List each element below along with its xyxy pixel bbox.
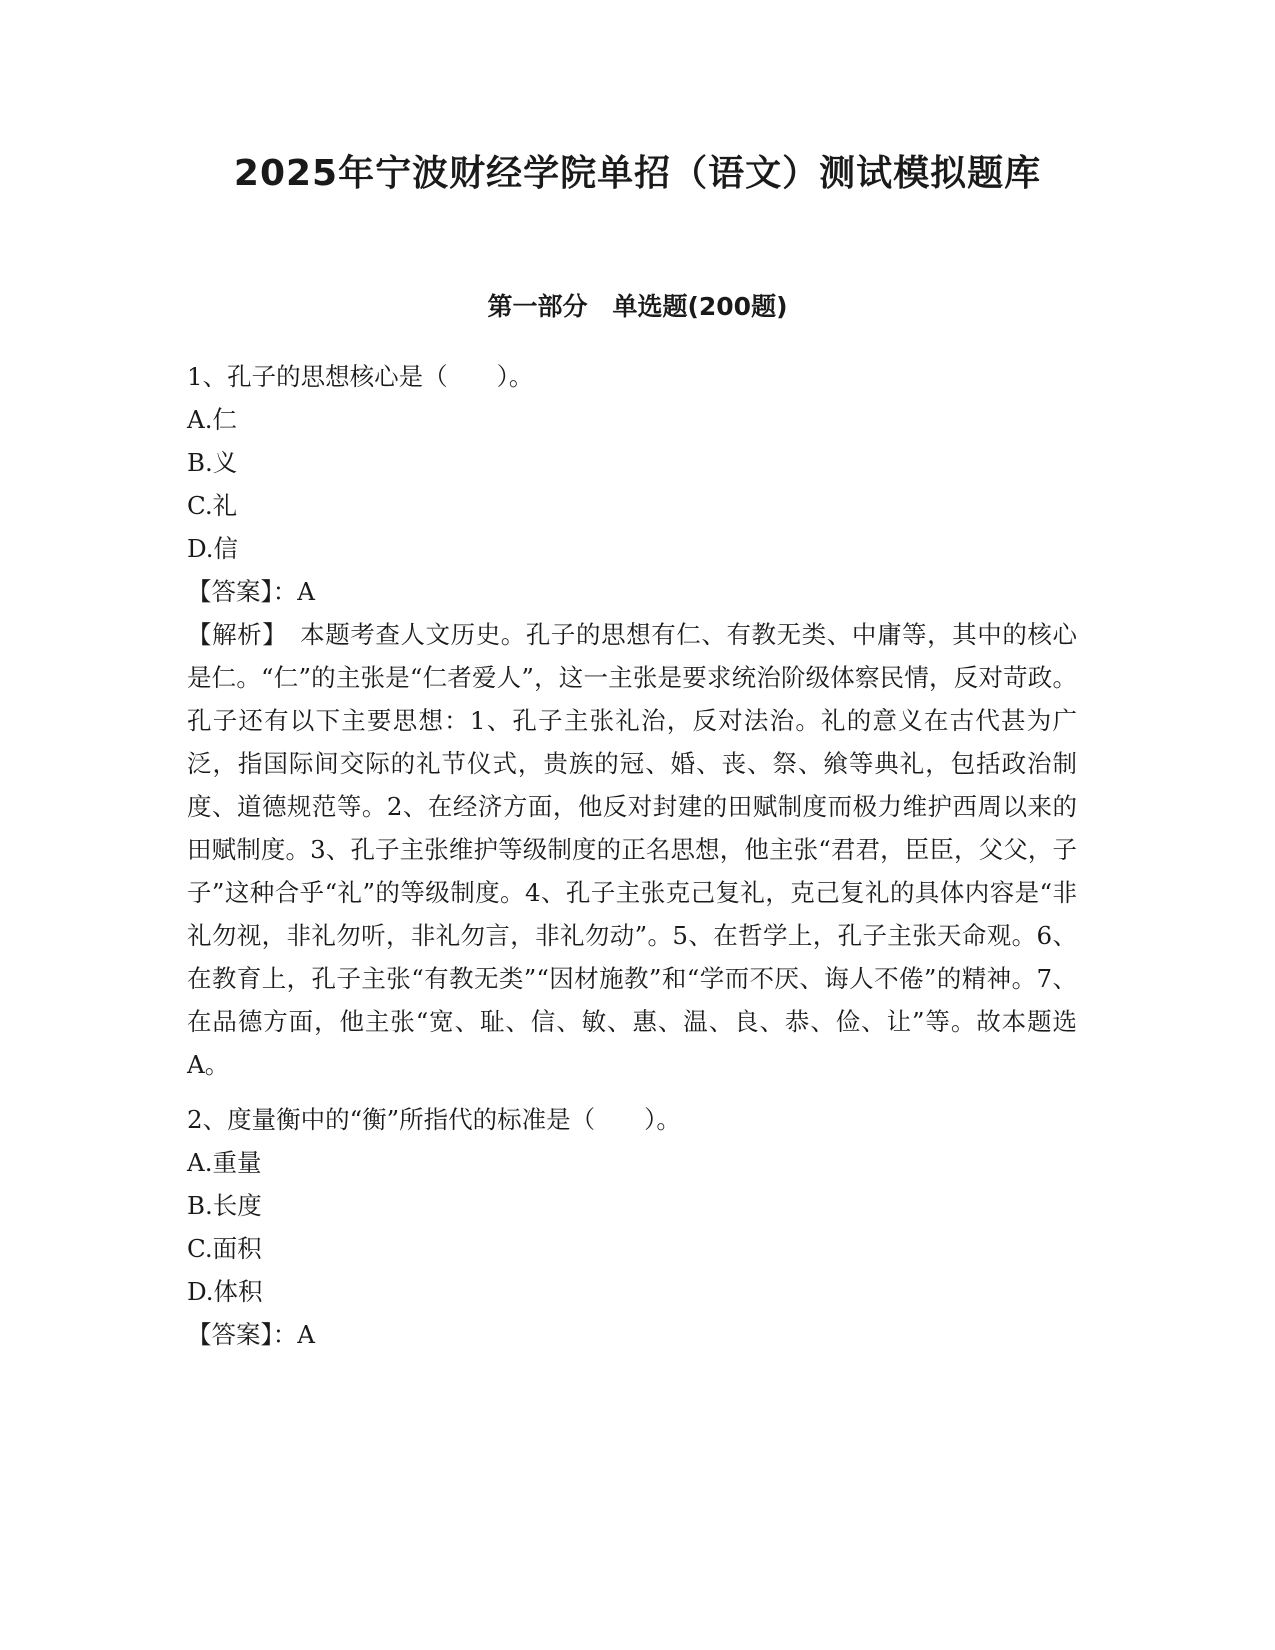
- question-block: [187, 355, 1077, 1086]
- document-body: [187, 355, 1077, 1356]
- option-c: C.面积: [187, 1234, 262, 1263]
- question-block: [187, 1098, 1077, 1356]
- answer-line: 【答案】：A: [187, 1320, 315, 1349]
- question-stem: 1、孔子的思想核心是（ ）。: [187, 362, 534, 391]
- option-d: D.体积: [187, 1277, 263, 1306]
- option-d: D.信: [187, 534, 239, 563]
- option-c: C.礼: [187, 491, 238, 520]
- section-title: 第一部分 单选题(200题): [487, 292, 788, 321]
- option-b: B.长度: [187, 1191, 262, 1220]
- question-gap: [187, 1086, 1077, 1098]
- option-b: B.义: [187, 448, 238, 477]
- analysis-paragraph: 【解析】 本题考查人文历史。孔子的思想有仁、有教无类、中庸等，其中的核心是仁。“仁”的主张是“仁者爱人”，这一主张是要求统治阶级体察民情，反对苛政。孔子还有以下主要思想：1、孔子主张礼治，反对法治。礼的意义在古代甚为广泛，指国际间交际的礼节仪式，贵族的冠、婚、丧、祭、飨等典礼，包括政治制度、道德规范等。2、在经济方面，他反对封建的田赋制度而极力维护西周以来的田赋制度。3、孔子主张维护等级制度的正名思想，他主张“君君，臣臣，父父，子子”这种合乎“礼”的等级制度。4、孔子主张克己复礼，克己复礼的具体内容是“非礼勿视，非礼勿听，非礼勿言，非礼勿动”。5、在哲学上，孔子主张天命观。6、在教育上，孔子主张“有教无类”“因材施教”和“学而不厌、诲人不倦”的精神。7、在品德方面，他主张“宽、耻、信、敏、惠、温、良、恭、俭、让”等。故本题选A。: [187, 620, 1077, 1079]
- question-stem: 2、度量衡中的“衡”所指代的标准是（ ）。: [187, 1105, 681, 1134]
- option-a: A.仁: [187, 405, 237, 434]
- option-a: A.重量: [187, 1148, 262, 1177]
- document-title: 2025年宁波财经学院单招（语文）测试模拟题库: [233, 153, 1042, 194]
- answer-line: 【答案】：A: [187, 577, 315, 606]
